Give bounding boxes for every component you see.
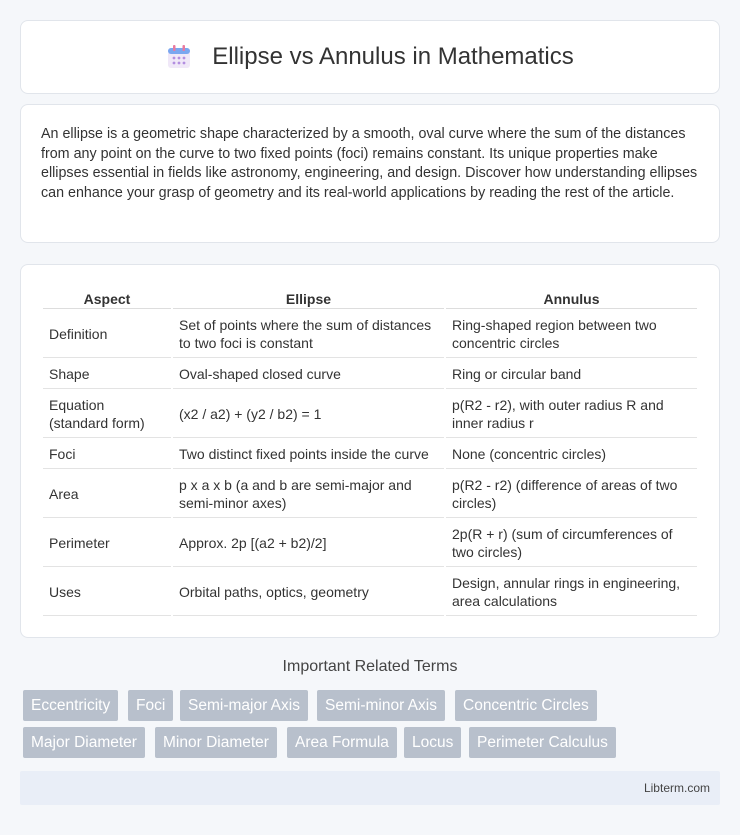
table-cell: None (concentric circles)	[446, 440, 697, 469]
table-cell: Equation (standard form)	[43, 391, 171, 438]
intro-text: An ellipse is a geometric shape characterized by a smooth, oval curve where the sum of the distances from any point on the curve to two fixed points (foci) remains constant. Its unique properties make ellipses essential in fields like astronomy, engineering, and design. Discover how understanding ellipses can enhance your grasp of geometry and its real-world applications by reading the rest of the article.	[41, 126, 698, 201]
tag-minor-diameter[interactable]: Minor Diameter	[155, 727, 277, 758]
tag-eccentricity[interactable]: Eccentricity	[23, 690, 118, 721]
header-aspect: Aspect	[43, 287, 171, 309]
tag-locus[interactable]: Locus	[404, 727, 461, 758]
table-cell: Set of points where the sum of distances to two foci is constant	[173, 311, 444, 358]
table-row	[43, 440, 697, 469]
tag-foci[interactable]: Foci	[128, 690, 173, 721]
tag-perimeter-calculus[interactable]: Perimeter Calculus	[469, 727, 616, 758]
table-cell: Foci	[43, 440, 171, 469]
table-cell: Oval-shaped closed curve	[173, 360, 444, 389]
table-cell: p(R2 - r2) (difference of areas of two circles)	[446, 471, 697, 518]
comparison-card	[20, 264, 720, 638]
header-ellipse: Ellipse	[173, 287, 444, 309]
table-row	[43, 520, 697, 567]
table-cell: Ring-shaped region between two concentric circles	[446, 311, 697, 358]
tag-major-diameter[interactable]: Major Diameter	[23, 727, 145, 758]
tag-semi-major-axis[interactable]: Semi-major Axis	[180, 690, 308, 721]
table-cell: (x2 / a2) + (y2 / b2) = 1	[173, 391, 444, 438]
table-cell: 2p(R + r) (sum of circumferences of two circles)	[446, 520, 697, 567]
table-header-row	[43, 287, 697, 309]
footer	[20, 771, 720, 805]
table-row	[43, 569, 697, 616]
table-cell: Orbital paths, optics, geometry	[173, 569, 444, 616]
table-cell: Two distinct fixed points inside the curve	[173, 440, 444, 469]
tag-concentric-circles[interactable]: Concentric Circles	[455, 690, 597, 721]
table-cell: Definition	[43, 311, 171, 358]
page-title: Ellipse vs Annulus in Mathematics	[212, 43, 574, 70]
table-cell: p x a x b (a and b are semi-major and semi-minor axes)	[173, 471, 444, 518]
calendar-icon	[166, 44, 192, 70]
related-terms-title: Important Related Terms	[282, 658, 458, 675]
table-cell: Design, annular rings in engineering, area calculations	[446, 569, 697, 616]
table-row	[43, 311, 697, 358]
table-cell: Approx. 2p [(a2 + b2)/2]	[173, 520, 444, 567]
table-cell: Area	[43, 471, 171, 518]
header-card	[20, 20, 720, 94]
table-row	[43, 471, 697, 518]
footer-site-link[interactable]: Libterm.com	[643, 781, 710, 795]
table-row	[43, 360, 697, 389]
tag-semi-minor-axis[interactable]: Semi-minor Axis	[317, 690, 445, 721]
tag-area-formula[interactable]: Area Formula	[287, 727, 397, 758]
table-cell: Shape	[43, 360, 171, 389]
table-cell: Perimeter	[43, 520, 171, 567]
header-annulus: Annulus	[446, 287, 697, 309]
intro-card	[20, 104, 720, 243]
table-cell: Ring or circular band	[446, 360, 697, 389]
comparison-table	[41, 285, 699, 618]
table-cell: Uses	[43, 569, 171, 616]
table-cell: p(R2 - r2), with outer radius R and inner radius r	[446, 391, 697, 438]
table-row	[43, 391, 697, 438]
